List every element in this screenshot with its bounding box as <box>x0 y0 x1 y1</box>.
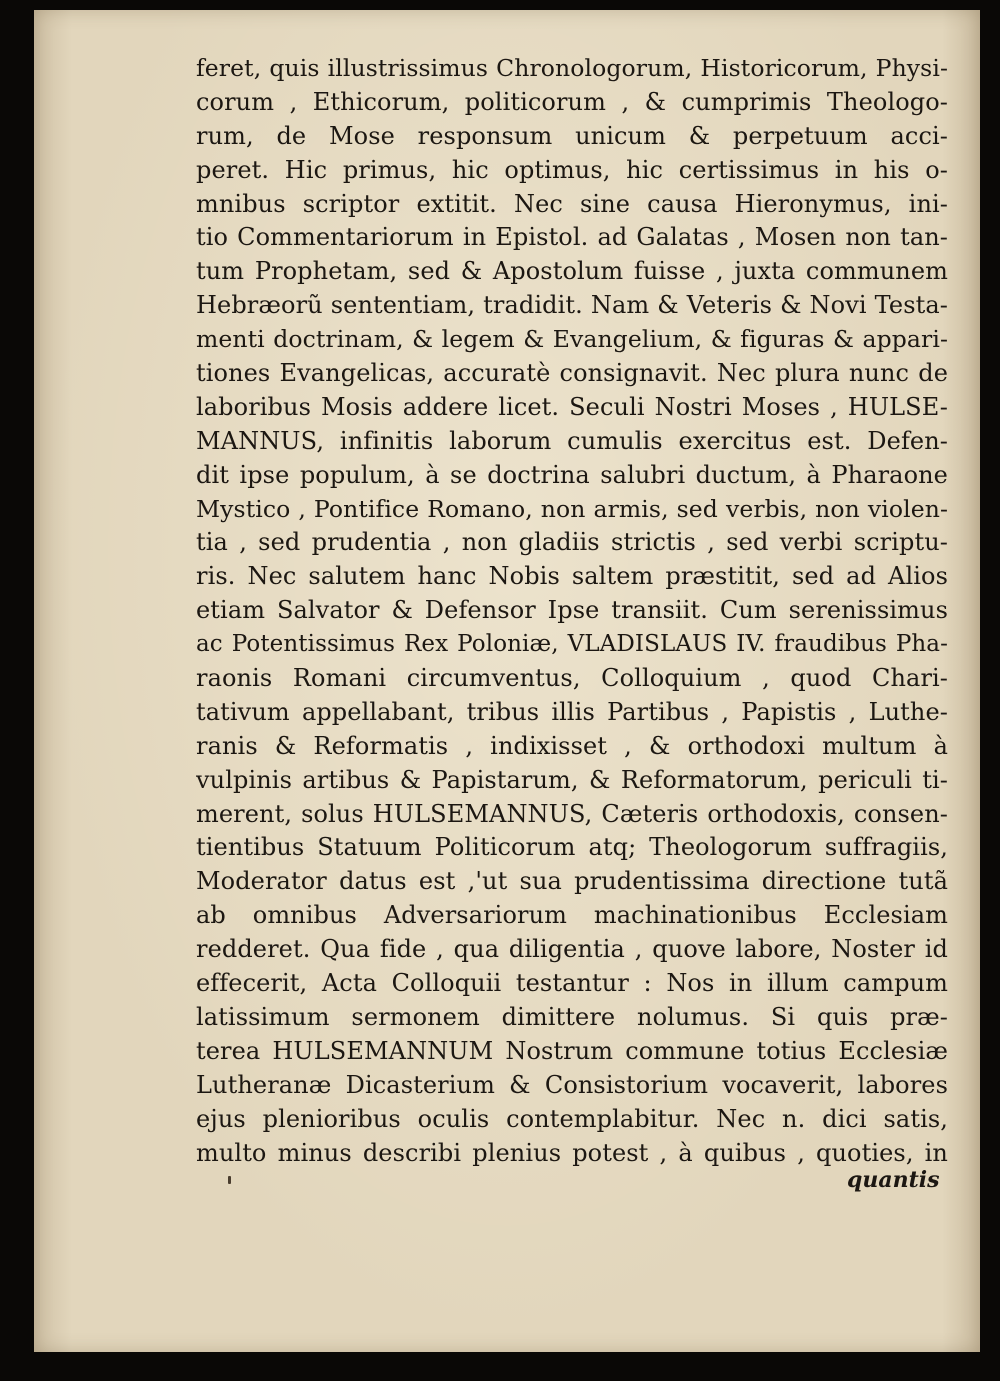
text-line: ac Potentissimus Rex Poloniæ, VLADISLAUS IV. fraudibus Pha- <box>196 631 948 658</box>
text-line: MANNUS, infinitis laborum cumulis exercitus est. Defen- <box>196 426 948 455</box>
text-line: tativum appellabant, tribus illis Partibus , Papistis , Luthe- <box>196 697 948 726</box>
text-line: terea HULSEMANNUM Nostrum commune totius Ecclesiæ <box>196 1036 948 1065</box>
text-line: ranis & Reformatis , indixisset , & orthodoxi multum à <box>196 731 948 760</box>
text-block <box>196 52 948 1170</box>
text-line: multo minus describi plenius potest , à quibus , quoties, in <box>196 1138 948 1167</box>
text-line: feret, quis illustrissimus Chronologorum, Historicorum, Physi- <box>196 54 948 82</box>
text-line: tum Prophetam, sed & Apostolum fuisse , juxta communem <box>196 257 948 286</box>
text-line: corum , Ethicorum, politicorum , & cumprimis Theologo- <box>196 87 948 116</box>
catchword: quantis <box>847 1167 940 1193</box>
text-line: peret. Hic primus, hic optimus, hic certissimus in his o- <box>196 155 948 184</box>
text-line: Moderator datus est ,'ut sua prudentissima directione tutã <box>196 867 948 896</box>
text-line: raonis Romani circumventus, Colloquium , quod Chari- <box>196 664 948 693</box>
text-line: Mystico , Pontifice Romano, non armis, sed verbis, non violen- <box>196 494 948 523</box>
text-line: vulpinis artibus & Papistarum, & Reformatorum, periculi ti- <box>196 765 948 794</box>
text-line: menti doctrinam, & legem & Evangelium, & figuras & appari- <box>196 325 948 354</box>
text-line: ab omnibus Adversariorum machinationibus Ecclesiam <box>196 901 948 930</box>
ink-mark <box>228 1176 231 1184</box>
text-line: mnibus scriptor extitit. Nec sine causa Hieronymus, ini- <box>196 189 948 218</box>
text-line: tio Commentariorum in Epistol. ad Galatas , Mosen non tan- <box>196 223 948 252</box>
text-line: ris. Nec salutem hanc Nobis saltem præstitit, sed ad Alios <box>196 562 948 591</box>
text-line: redderet. Qua fide , qua diligentia , quove labore, Noster id <box>196 935 948 964</box>
text-line: merent, solus HULSEMANNUS, Cæteris orthodoxis, consen- <box>196 799 948 828</box>
text-line: dit ipse populum, à se doctrina salubri ductum, à Pharaone <box>196 460 948 489</box>
text-line: laboribus Mosis addere licet. Seculi Nostri Moses , HULSE- <box>196 392 948 421</box>
text-line: tia , sed prudentia , non gladiis strictis , sed verbi scriptu- <box>196 528 948 557</box>
text-line: ejus plenioribus oculis contemplabitur. Nec n. dici satis, <box>196 1104 948 1133</box>
text-line: tientibus Statuum Politicorum atq; Theologorum suffragiis, <box>196 833 948 862</box>
text-line: Lutheranæ Dicasterium & Consistorium vocaverit, labores <box>196 1070 948 1099</box>
text-line: tiones Evangelicas, accuratè consignavit. Nec plura nunc de <box>196 359 948 388</box>
text-line: latissimum sermonem dimittere nolumus. Si quis præ- <box>196 1002 948 1031</box>
text-line: effecerit, Acta Colloquii testantur : Nos in illum campum <box>196 969 948 998</box>
text-line: etiam Salvator & Defensor Ipse transiit. Cum serenissimus <box>196 596 948 625</box>
text-line: rum, de Mose responsum unicum & perpetuum acci- <box>196 121 948 150</box>
text-line: Hebræorũ sententiam, tradidit. Nam & Veteris & Novi Testa- <box>196 291 948 320</box>
